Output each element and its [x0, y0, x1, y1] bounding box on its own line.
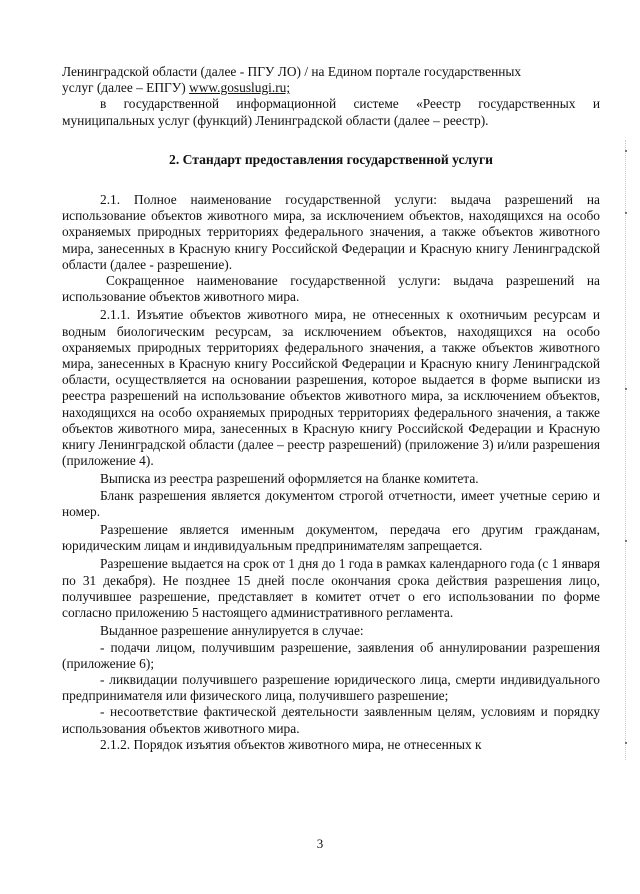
paragraph: Сокращенное наименование государственной услуги: выдача разрешений на использование объектов животного мира.	[62, 273, 600, 305]
scan-mark	[625, 742, 627, 744]
text-line: Ленинградской области (далее - ПГУ ЛО) / на Едином портале государственных	[62, 64, 522, 79]
paragraph: 2.1.1. Изъятие объектов животного мира, не отнесенных к охотничьим ресурсам и водным биологическим ресурсам, за исключением объектов, находящихся на особо охраняемых природных территориях федерального значения, а также объектов животного мира, занесенных в Красную книгу Российской Федерации и Красную книгу Ленинградской области, осуществляется на основании разрешения, которое выдается в форме выписки из реестра разрешений на использование объектов животного мира, за исключением объектов, находящихся на особо охраняемых природных территориях федерального значения, а также объектов животного мира, занесенных в Красную книгу Российской Федерации и Красную книгу Ленинградской области (далее – реестр разрешений) (приложение 3) и/или разрешения (приложение 4).	[62, 307, 600, 469]
scan-mark	[625, 150, 627, 152]
list-item: - подачи лицом, получившим разрешение, заявления об аннулировании разрешения (приложение 6);	[62, 639, 600, 671]
scan-mark	[625, 212, 627, 214]
gosuslugi-link[interactable]: www.gosuslugi.ru;	[189, 80, 291, 96]
section-heading: 2. Стандарт предоставления государственной услуги	[169, 151, 493, 167]
paragraph: Разрешение является именным документом, передача его другим гражданам, юридическим лицам и индивидуальным предпринимателям запрещается.	[62, 522, 600, 554]
paragraph: в государственной информационной системе «Реестр государственных и муниципальных услуг (функций) Ленинградской области (далее – реестр).	[62, 96, 600, 128]
text-fragment: услуг (далее – ЕПГУ)	[62, 80, 190, 96]
paragraph: Бланк разрешения является документом строгой отчетности, имеет учетные серию и номер.	[62, 487, 600, 519]
scan-mark	[625, 540, 627, 542]
paragraph: Выданное разрешение аннулируется в случае:	[100, 623, 364, 639]
paragraph: 2.1.2. Порядок изъятия объектов животного мира, не отнесенных к	[100, 736, 482, 752]
paragraph: Выписка из реестра разрешений оформляется на бланке комитета.	[100, 471, 479, 487]
list-item: - несоответствие фактической деятельности заявленным целям, условиям и порядку использования объектов животного мира.	[62, 704, 600, 736]
page-number: 3	[316, 836, 324, 851]
list-item: - ликвидации получившего разрешение юридического лица, смерти индивидуального предпринимателя или физического лица, получившего разрешение;	[62, 671, 600, 704]
document-body	[62, 64, 600, 753]
scan-mark	[625, 388, 627, 390]
paragraph: Разрешение выдается на срок от 1 дня до 1 года в рамках календарного года (с 1 января по 31 декабря). Не позднее 15 дней после окончания срока действия разрешения лицо, получившее разрешение, представляет в комитет отчет о его использовании по форме согласно приложению 5 настоящего административного регламента.	[62, 556, 600, 621]
scan-edge-line	[624, 140, 626, 760]
paragraph: 2.1. Полное наименование государственной услуги: выдача разрешений на использование объектов животного мира, за исключением объектов, находящихся на особо охраняемых природных территориях федерального значения, а также объектов животного мира, занесенных в Красную книгу Российской Федерации и Красную книгу Ленинградской области (далее - разрешение).	[62, 192, 600, 272]
text-line	[62, 80, 600, 96]
